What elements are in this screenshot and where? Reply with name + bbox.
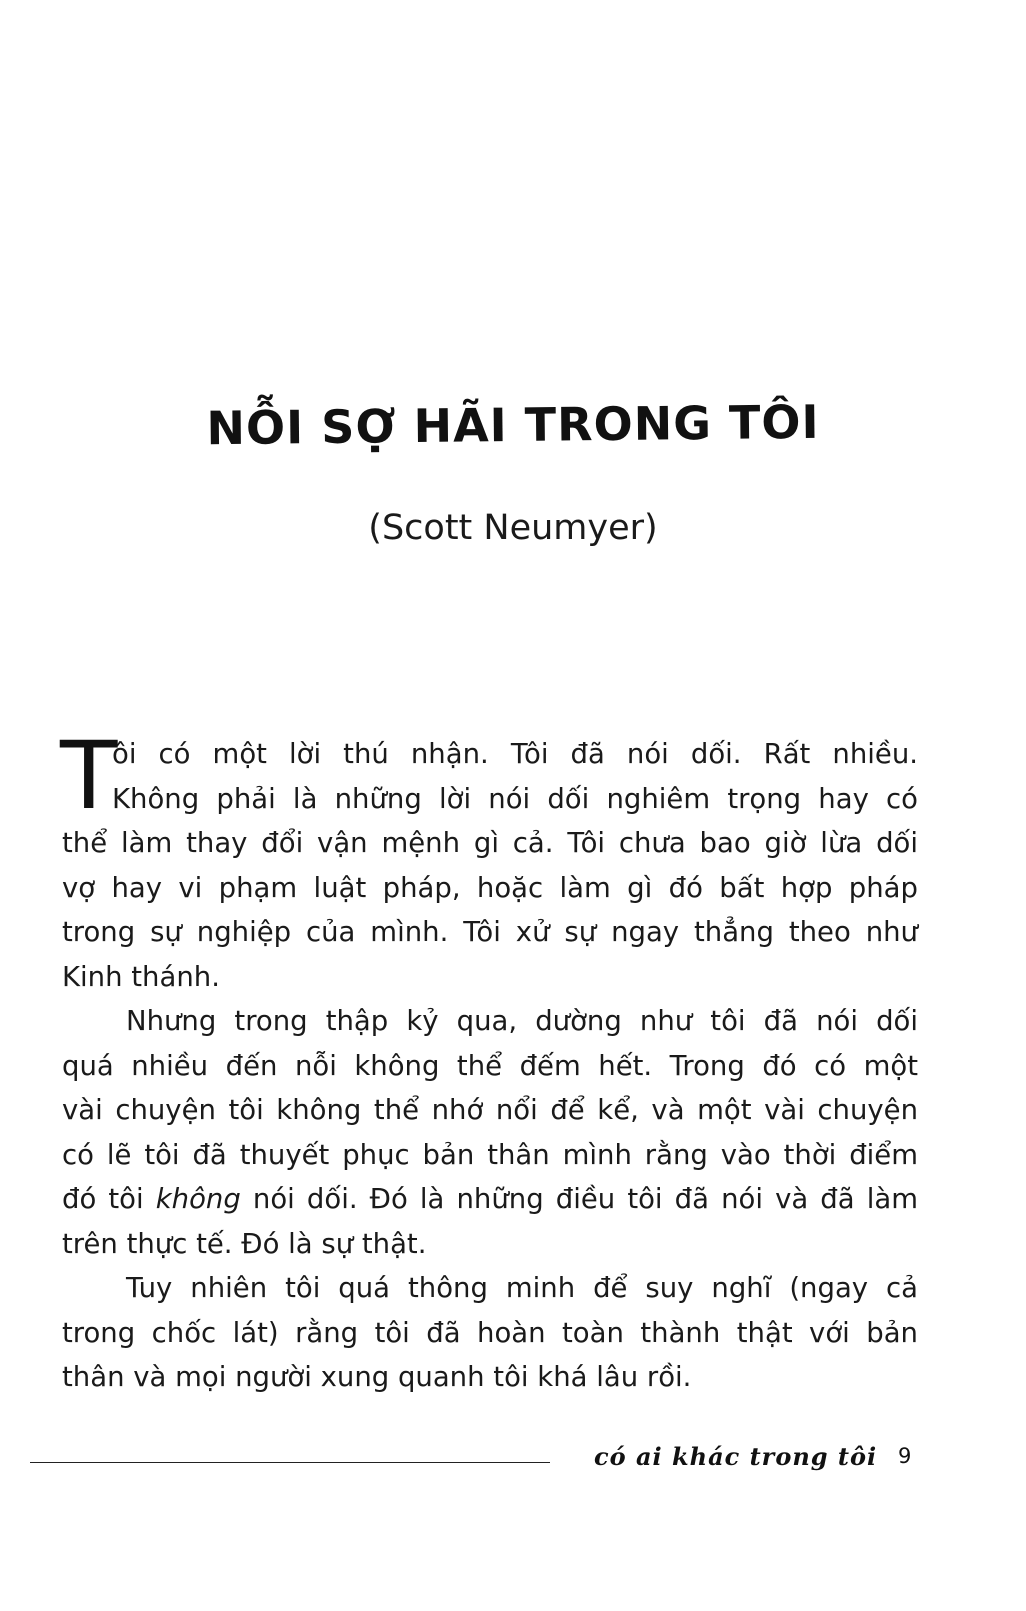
body-line: vài chuyện tôi không thể nhớ nổi để kể, và một vài chuyện xyxy=(62,1094,918,1126)
body-line: trên thực tế. Đó là sự thật. xyxy=(62,1227,427,1260)
body-line: Kinh thánh. xyxy=(62,960,220,993)
body-line xyxy=(62,1177,918,1222)
body-line: Tuy nhiên tôi quá thông minh để suy nghĩ (ngay cả xyxy=(126,1272,918,1304)
body-line: thể làm thay đổi vận mệnh gì cả. Tôi chưa bao giờ lừa dối xyxy=(62,827,918,859)
running-title: có ai khác trong tôi xyxy=(594,1442,878,1471)
chapter-body xyxy=(60,722,918,1400)
body-line: trong sự nghiệp của mình. Tôi xử sự ngay thẳng theo như xyxy=(62,916,918,948)
body-line: có lẽ tôi đã thuyết phục bản thân mình rằng vào thời điểm xyxy=(62,1138,918,1171)
body-line: quá nhiều đến nỗi không thể đếm hết. Trong đó có một xyxy=(62,1049,918,1082)
body-text-run: đó tôi xyxy=(62,1183,156,1215)
page-number: 9 xyxy=(898,1444,912,1468)
body-line: Không phải là những lời nói dối nghiêm trọng hay có xyxy=(112,782,918,815)
body-line: trong chốc lát) rằng tôi đã hoàn toàn thành thật với bản xyxy=(62,1316,918,1349)
chapter-title: NỖI SỢ HÃI TRONG TÔI xyxy=(206,394,820,456)
footer-rule xyxy=(30,1462,550,1463)
body-line: ôi có một lời thú nhận. Tôi đã nói dối. Rất nhiều. xyxy=(112,738,918,770)
body-text-run: nói dối. Đó là những điều tôi đã nói và đã làm xyxy=(240,1183,918,1215)
body-line: vợ hay vi phạm luật pháp, hoặc làm gì đó bất hợp pháp xyxy=(62,871,918,904)
drop-cap: T xyxy=(60,722,118,831)
body-line: thân và mọi người xung quanh tôi khá lâu rồi. xyxy=(62,1361,692,1393)
emphasis-text: không xyxy=(155,1183,241,1215)
body-line: Nhưng trong thập kỷ qua, dường như tôi đã nói dối xyxy=(126,1005,918,1037)
chapter-author: (Scott Neumyer) xyxy=(368,508,658,548)
